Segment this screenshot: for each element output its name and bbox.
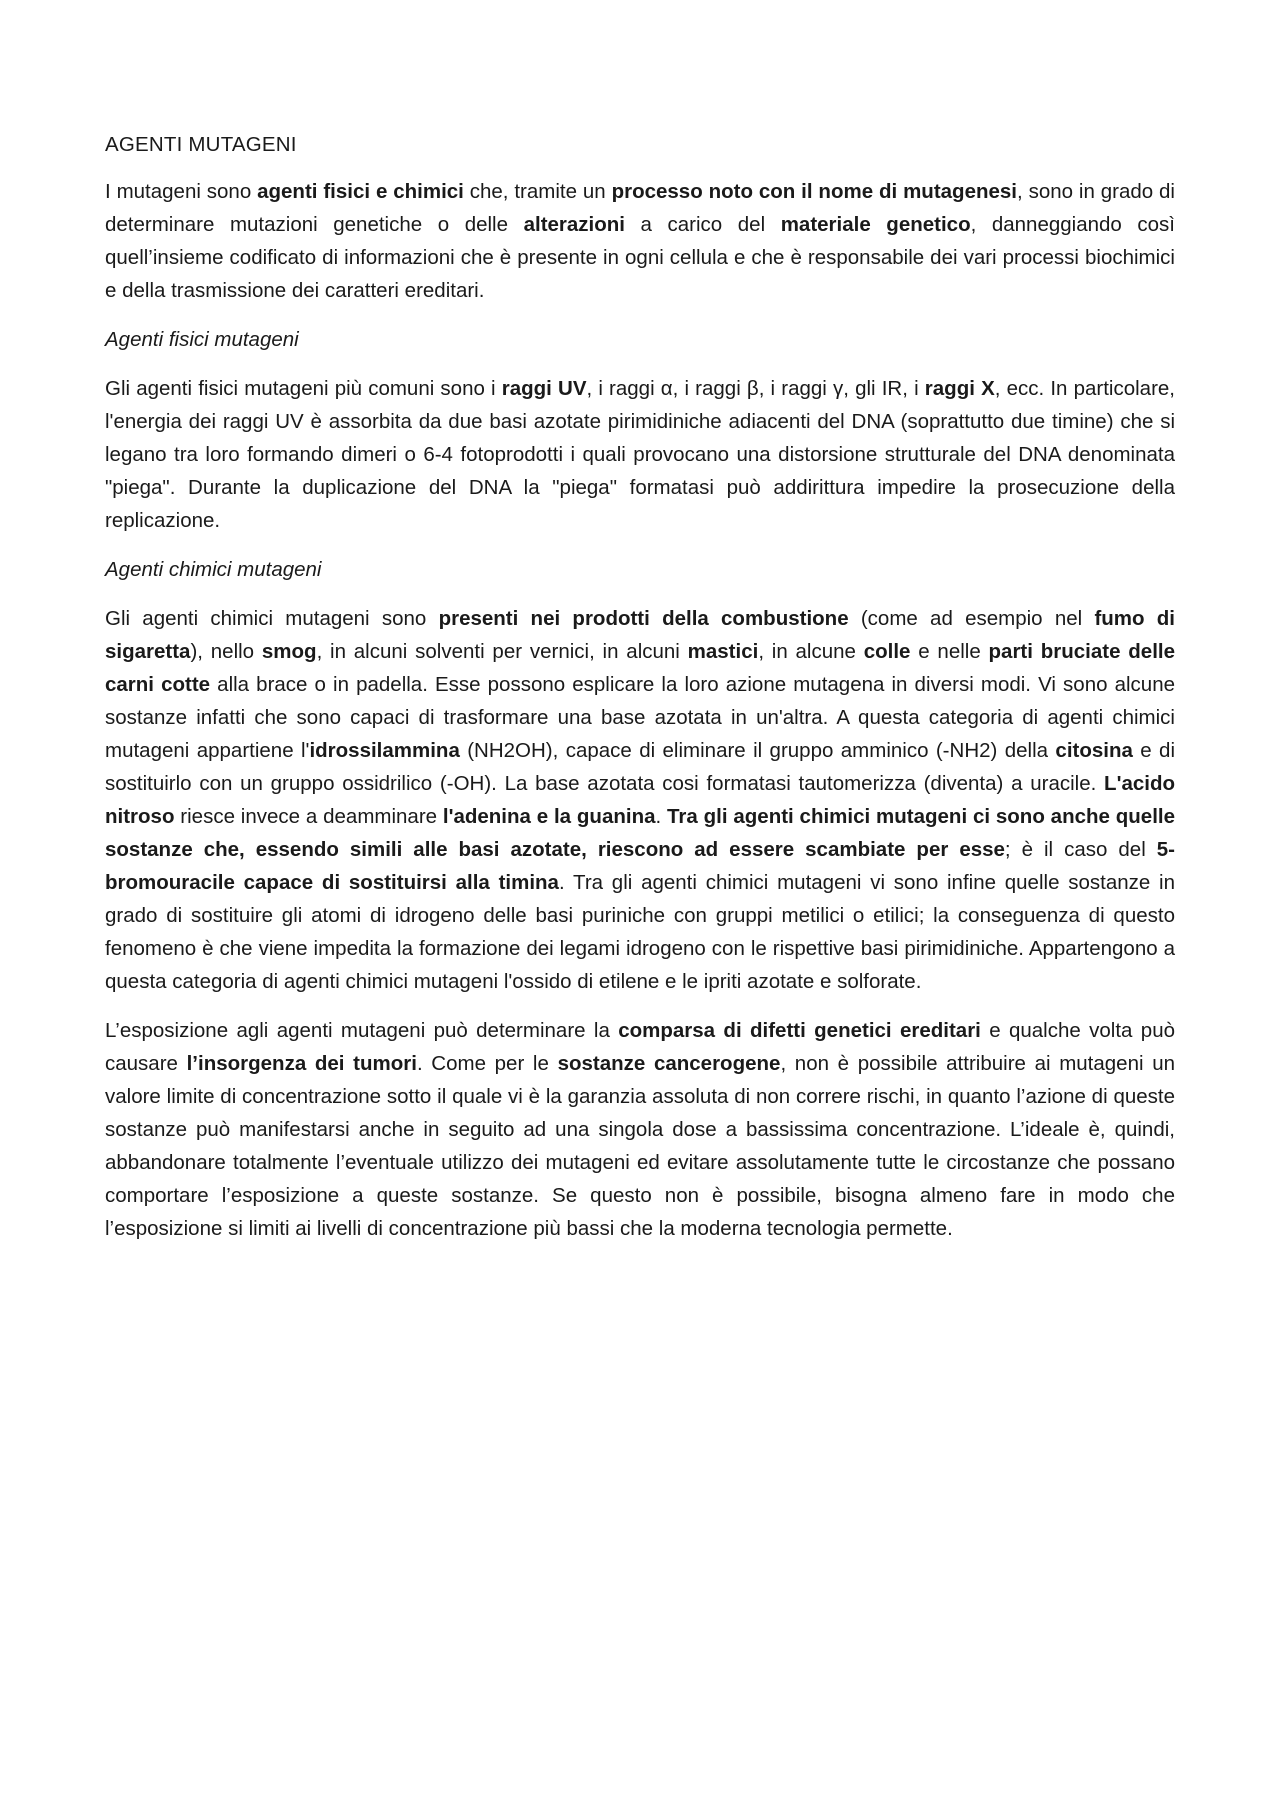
- text-segment: (NH2OH), capace di eliminare il gruppo amminico (-NH2) della: [459, 739, 1056, 762]
- text-segment: , non è possibile attribuire ai mutageni un valore limite di concentrazione sotto il quale vi è la garanzia assoluta di non correre rischi, in quanto l’azione di queste sostanze può manifestarsi anche in seguito ad una singola dose a bassissima concentrazione. L’ideale è, quindi, abbandonare totalmente l’eventuale utilizzo dei mutageni ed evitare assolutamente tutte le circostanze che possano comportare l’esposizione a queste sostanze. Se questo non è possibile, bisogna almeno fare in modo che l’esposizione si limiti ai livelli di concentrazione più bassi che la moderna tecnologia permette.: [105, 1052, 1175, 1240]
- text-segment: comparsa di difetti genetici ereditari: [618, 1019, 981, 1042]
- text-segment: processo noto con il nome di mutagenesi: [611, 180, 1017, 203]
- text-segment: Agenti chimici mutageni: [105, 558, 322, 581]
- text-segment: mastici: [687, 640, 759, 663]
- text-segment: che, tramite un: [463, 180, 612, 203]
- text-segment: Tra gli agenti chimici mutageni ci sono anche quelle sostanze che, essendo simili alle basi azotate, riescono ad essere scambiate per esse: [105, 805, 1175, 861]
- text-segment: . Tra gli agenti chimici mutageni vi sono infine quelle sostanze in grado di sostituire gli atomi di idrogeno delle basi puriniche con gruppi metilici o etilici; la conseguenza di questo fenomeno è che viene impedita la formazione dei legami idrogeno con le rispettive basi pirimidiniche. Appartengono a questa categoria di agenti chimici mutageni l'ossido di etilene e le ipriti azotate e solforate.: [105, 871, 1175, 993]
- text-segment: smog: [261, 640, 317, 663]
- text-segment: colle: [863, 640, 911, 663]
- text-segment: , ecc. In particolare, l'energia dei raggi UV è assorbita da due basi azotate pirimidiniche adiacenti del DNA (soprattutto due timine) che si legano tra loro formando dimeri o 6-4 fotoprodotti i quali provocano una distorsione strutturale del DNA denominata "piega". Durante la duplicazione del DNA la "piega" formatasi può addirittura impedire la prosecuzione della replicazione.: [105, 377, 1175, 532]
- paragraph: [105, 602, 1175, 998]
- text-segment: . Come per le: [416, 1052, 558, 1075]
- text-segment: (come ad esempio nel: [848, 607, 1095, 630]
- text-segment: riesce invece a deamminare: [174, 805, 443, 828]
- text-segment: I mutageni sono: [105, 180, 258, 203]
- text-segment: agenti fisici e chimici: [257, 180, 464, 203]
- text-segment: a carico del: [624, 213, 781, 236]
- text-segment: , in alcune: [758, 640, 864, 663]
- text-segment: e nelle: [910, 640, 989, 663]
- text-segment: L’esposizione agli agenti mutageni può determinare la: [105, 1019, 619, 1042]
- text-segment: Gli agenti chimici mutageni sono: [105, 607, 439, 630]
- text-segment: l'adenina e la guanina: [442, 805, 656, 828]
- text-segment: raggi UV: [501, 377, 587, 400]
- text-segment: , sono in grado di determinare mutazioni genetiche o delle: [105, 180, 1175, 236]
- text-segment: L'acido nitroso: [105, 772, 1175, 828]
- text-segment: e qualche volta può causare: [105, 1019, 1176, 1075]
- text-segment: ), nello: [190, 640, 262, 663]
- document-title: AGENTI MUTAGENI: [105, 133, 297, 156]
- text-segment: sostanze cancerogene: [557, 1052, 781, 1075]
- paragraph: [105, 1014, 1175, 1245]
- text-segment: l’insorgenza dei tumori: [186, 1052, 417, 1075]
- text-segment: , i raggi α, i raggi β, i raggi γ, gli IR, i: [586, 377, 925, 400]
- text-segment: e di sostituirlo con un gruppo ossidrilico (-OH). La base azotata cosi formatasi tautomerizza (diventa) a uracile.: [105, 739, 1176, 795]
- text-segment: citosina: [1055, 739, 1133, 762]
- text-segment: raggi X: [924, 377, 995, 400]
- text-segment: Gli agenti fisici mutageni più comuni sono i: [105, 377, 502, 400]
- text-segment: 5-bromouracile capace di sostituirsi alla timina: [105, 838, 1175, 894]
- section-heading: [105, 553, 1175, 586]
- paragraph: [105, 372, 1175, 537]
- section-heading: [105, 323, 1175, 356]
- document-body: [105, 175, 1175, 1245]
- text-segment: parti bruciate delle carni cotte: [105, 640, 1175, 696]
- text-segment: , danneggiando così quell’insieme codificato di informazioni che è presente in ogni cellula e che è responsabile dei vari processi biochimici e della trasmissione dei caratteri ereditari.: [105, 213, 1175, 302]
- text-segment: Agenti fisici mutageni: [105, 328, 299, 351]
- text-segment: idrossilammina: [309, 739, 460, 762]
- text-segment: ; è il caso del: [1004, 838, 1157, 861]
- text-segment: alla brace o in padella. Esse possono esplicare la loro azione mutagena in diversi modi. Vi sono alcune sostanze infatti che sono capaci di trasformare una base azotata in un'altra. A questa categoria di agenti chimici mutageni appartiene l': [105, 673, 1175, 762]
- text-segment: alterazioni: [523, 213, 625, 236]
- text-segment: presenti nei prodotti della combustione: [438, 607, 849, 630]
- text-segment: fumo di sigaretta: [105, 607, 1175, 663]
- text-segment: materiale genetico: [780, 213, 971, 236]
- paragraph: [105, 175, 1175, 307]
- text-segment: , in alcuni solventi per vernici, in alcuni: [316, 640, 688, 663]
- text-segment: .: [655, 805, 668, 828]
